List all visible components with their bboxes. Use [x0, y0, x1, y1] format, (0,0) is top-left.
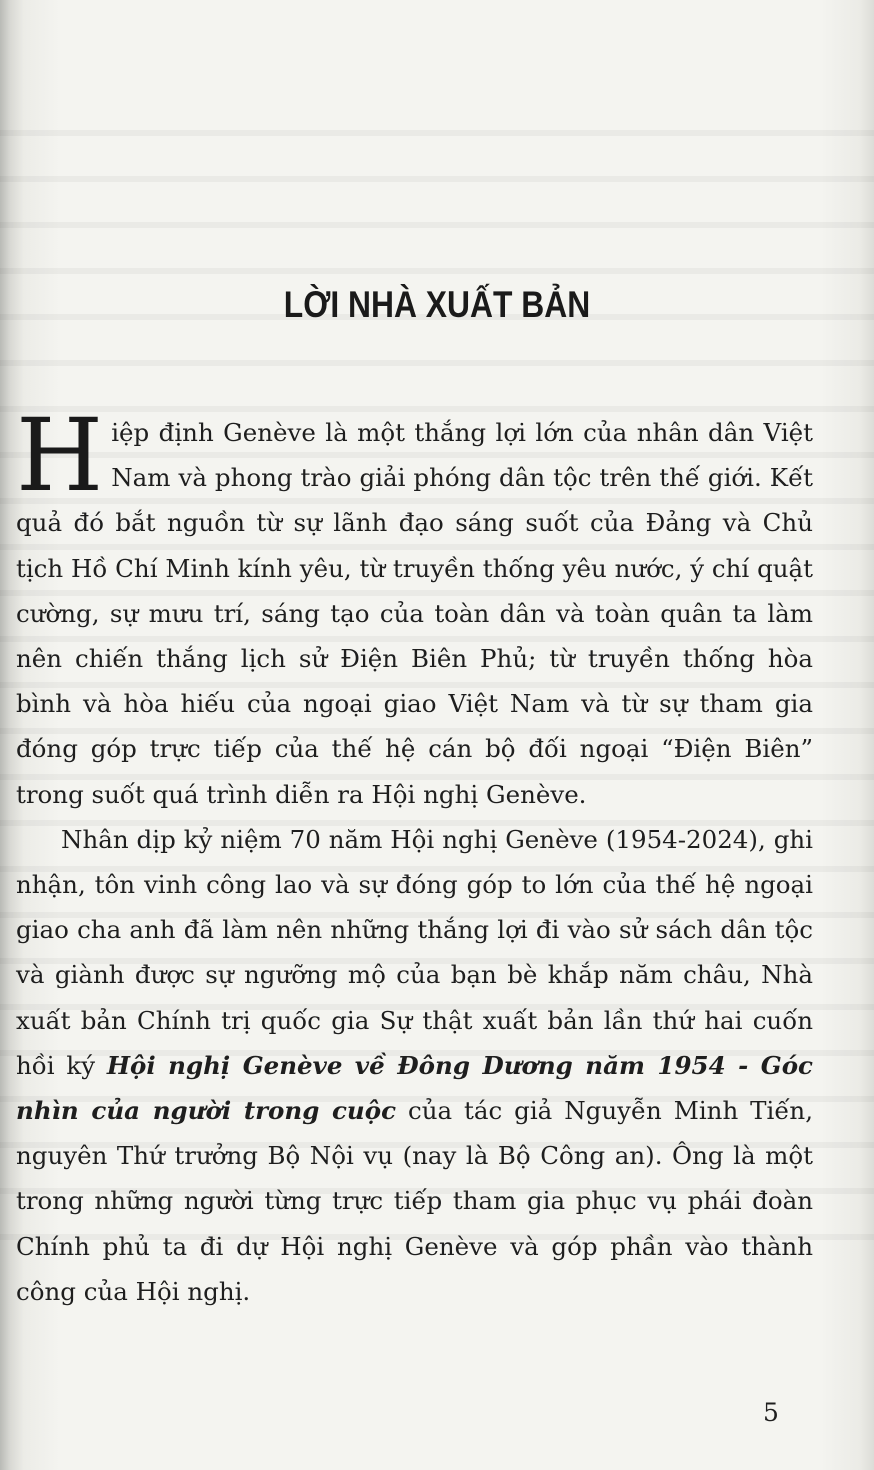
paragraph-1-text: iệp định Genève là một thắng lợi lớn của nhân dân Việt Nam và phong trào giải phóng dân tộc trên thế giới. Kết quả đó bắt nguồn từ sự lãnh đạo sáng suốt của Đảng và Chủ tịch Hồ Chí Minh kính yêu, từ truyền thống yêu nước, ý chí quật cường, sự mưu trí, sáng tạo của toàn dân và toàn quân ta làm nên chiến thắng lịch sử Điện Biên Phủ; từ truyền thống hòa bình và hòa hiếu của ngoại giao Việt Nam và từ sự tham gia đóng góp trực tiếp của thế hệ cán bộ đối ngoại “Điện Biên” trong suốt quá trình diễn ra Hội nghị Genève. [16, 418, 813, 809]
paragraph-2 [16, 817, 813, 1314]
paragraph-2-text: Nhân dịp kỷ niệm 70 năm Hội nghị Genève (1954-2024), ghi nhận, tôn vinh công lao và sự đóng góp to lớn của thế hệ ngoại giao cha anh đã làm nên những thắng lợi đi vào sử sách dân tộc và giành được sự ngưỡng mộ của bạn bè khắp năm châu, Nhà xuất bản Chính trị quốc gia Sự thật xuất bản lần thứ hai cuốn hồi ký [16, 824, 813, 1080]
page-title: LỜI NHÀ XUẤT BẢN [283, 284, 591, 325]
page-number: 5 [763, 1398, 779, 1427]
drop-cap: H [16, 397, 104, 514]
paragraph-2-end: của tác giả Nguyễn Minh Tiến, nguyên Thứ trưởng Bộ Nội vụ (nay là Bộ Công an). Ông là một trong những người từng trực tiếp tham gia phục vụ phái đoàn Chính phủ ta đi dự Hội nghị Genève và góp phần vào thành công của Hội nghị. [16, 1096, 813, 1306]
book-title: Hội nghị Genève về Đông Dương năm 1954 - Góc nhìn của người trong cuộc [16, 1050, 813, 1126]
paragraph-1 [16, 397, 813, 817]
body-text [16, 397, 813, 1314]
